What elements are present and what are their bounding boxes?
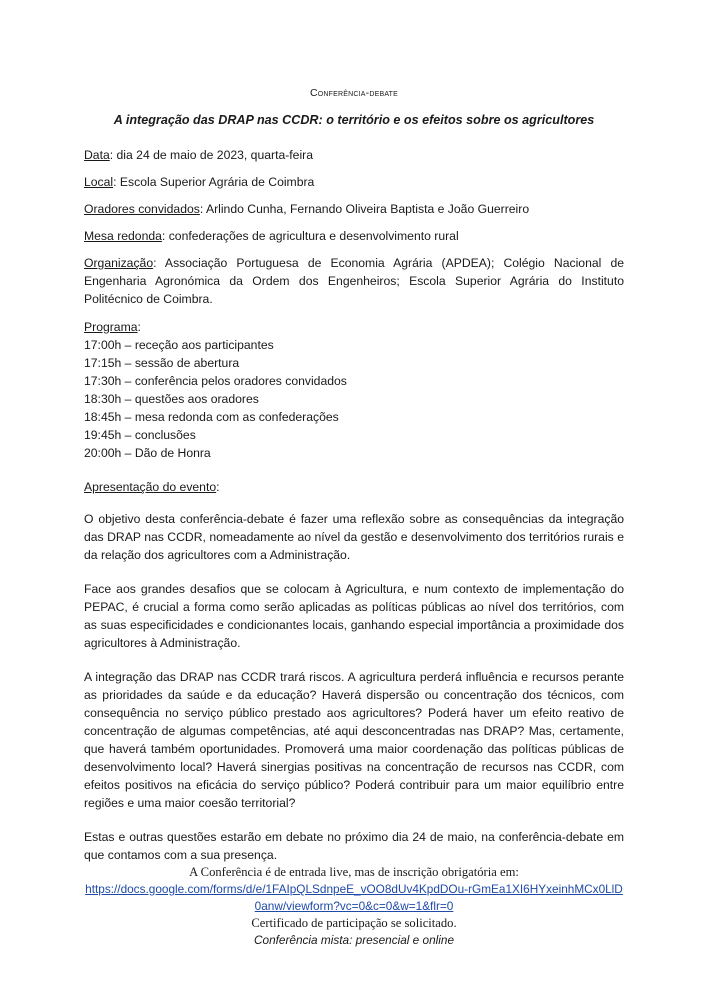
registration-footer [84,864,624,949]
location-field [84,173,624,191]
roundtable-label: Mesa redonda [84,229,162,243]
program-item: 18:45h – mesa redonda com as confederações [84,410,339,424]
location-value: : Escola Superior Agrária de Coimbra [113,175,315,189]
speakers-label: Oradores convidados [84,202,200,216]
program-item: 18:30h – questões aos oradores [84,392,259,406]
organization-value: : Associação Portuguesa de Economia Agrária (APDEA); Colégio Nacional de Engenharia Agronómica da Ordem dos Engenheiros; Escola Superior Agrária do Instituto Politécnico de Coimbra. [84,256,624,306]
program-item: 17:15h – sessão de abertura [84,356,240,370]
speakers-value: : Arlindo Cunha, Fernando Oliveira Baptista e João Guerreiro [199,202,530,216]
presentation-heading: Apresentação do evento: [84,480,220,494]
event-mode-text: Conferência mista: presencial e online [254,933,454,947]
document-kicker: Conferência-debate [309,87,399,99]
organization-field [84,254,624,308]
date-field [84,146,624,164]
speakers-field [84,200,624,218]
organization-label: Organização [84,256,154,270]
presentation-paragraph: O objetivo desta conferência-debate é fazer uma reflexão sobre as consequências da integração das DRAP nas CCDR, nomeadamente ao nível da gestão e desenvolvimento dos territórios rurais e da relação dos agricultores com a Administração. [84,512,624,562]
program-item: 17:30h – conferência pelos oradores convidados [84,374,347,388]
program-section [84,318,624,462]
roundtable-value: : confederações de agricultura e desenvolvimento rural [161,229,459,243]
presentation-paragraph: Estas e outras questões estarão em debate no próximo dia 24 de maio, na conferência-debate em que contamos com a sua presença. [84,830,624,862]
date-label: Data [84,148,110,162]
document-page [84,84,624,949]
presentation-paragraph: Face aos grandes desafios que se colocam à Agricultura, e num contexto de implementação do PEPAC, é crucial a forma como serão aplicadas as políticas públicas ao nível dos territórios, com as suas especificidades e condicionantes locais, ganhando especial importância a proximidade dos agricultores à Administração. [84,582,624,650]
roundtable-field [84,227,624,245]
registration-text: A Conferência é de entrada live, mas de inscrição obrigatória em: [189,865,519,879]
program-list [84,336,624,462]
program-heading: Programa: [84,320,141,334]
presentation-label: Apresentação do evento [84,480,217,494]
program-item: 17:00h – receção aos participantes [84,338,274,352]
program-item: 19:45h – conclusões [84,428,196,442]
document-title: A integração das DRAP nas CCDR: o território e os efeitos sobre os agricultores [113,113,595,127]
program-label: Programa [84,320,138,334]
location-label: Local [84,175,114,189]
certificate-text: Certificado de participação se solicitado. [251,916,457,930]
presentation-paragraph: A integração das DRAP nas CCDR trará riscos. A agricultura perderá influência e recursos perante as prioridades da saúde e da educação? Haverá dispersão ou concentração dos técnicos, com consequência no serviço público prestado aos agricultores? Poderá haver um efeito reativo de concentração de algumas competências, até aqui desconcentradas nas DRAP? Mas, certamente, que haverá também oportunidades. Promoverá uma maior coordenação das políticas públicas de desenvolvimento local? Haverá sinergias positivas na concentração de recursos nas CCDR, com efeitos positivos na eficácia do serviço público? Poderá contribuir para um maior equilíbrio entre regiões e uma maior coesão territorial? [84,670,624,810]
date-value: : dia 24 de maio de 2023, quarta-feira [109,148,314,162]
program-item: 20:00h – Dão de Honra [84,446,211,460]
registration-link[interactable]: https://docs.google.com/forms/d/e/1FAIpQLSdnpeE_vOO8dUv4KpdDOu-rGmEa1XI6HYxeinhMCx0LlD0anw/viewform?vc=0&c=0&w=1&flr=0 [85,882,623,913]
